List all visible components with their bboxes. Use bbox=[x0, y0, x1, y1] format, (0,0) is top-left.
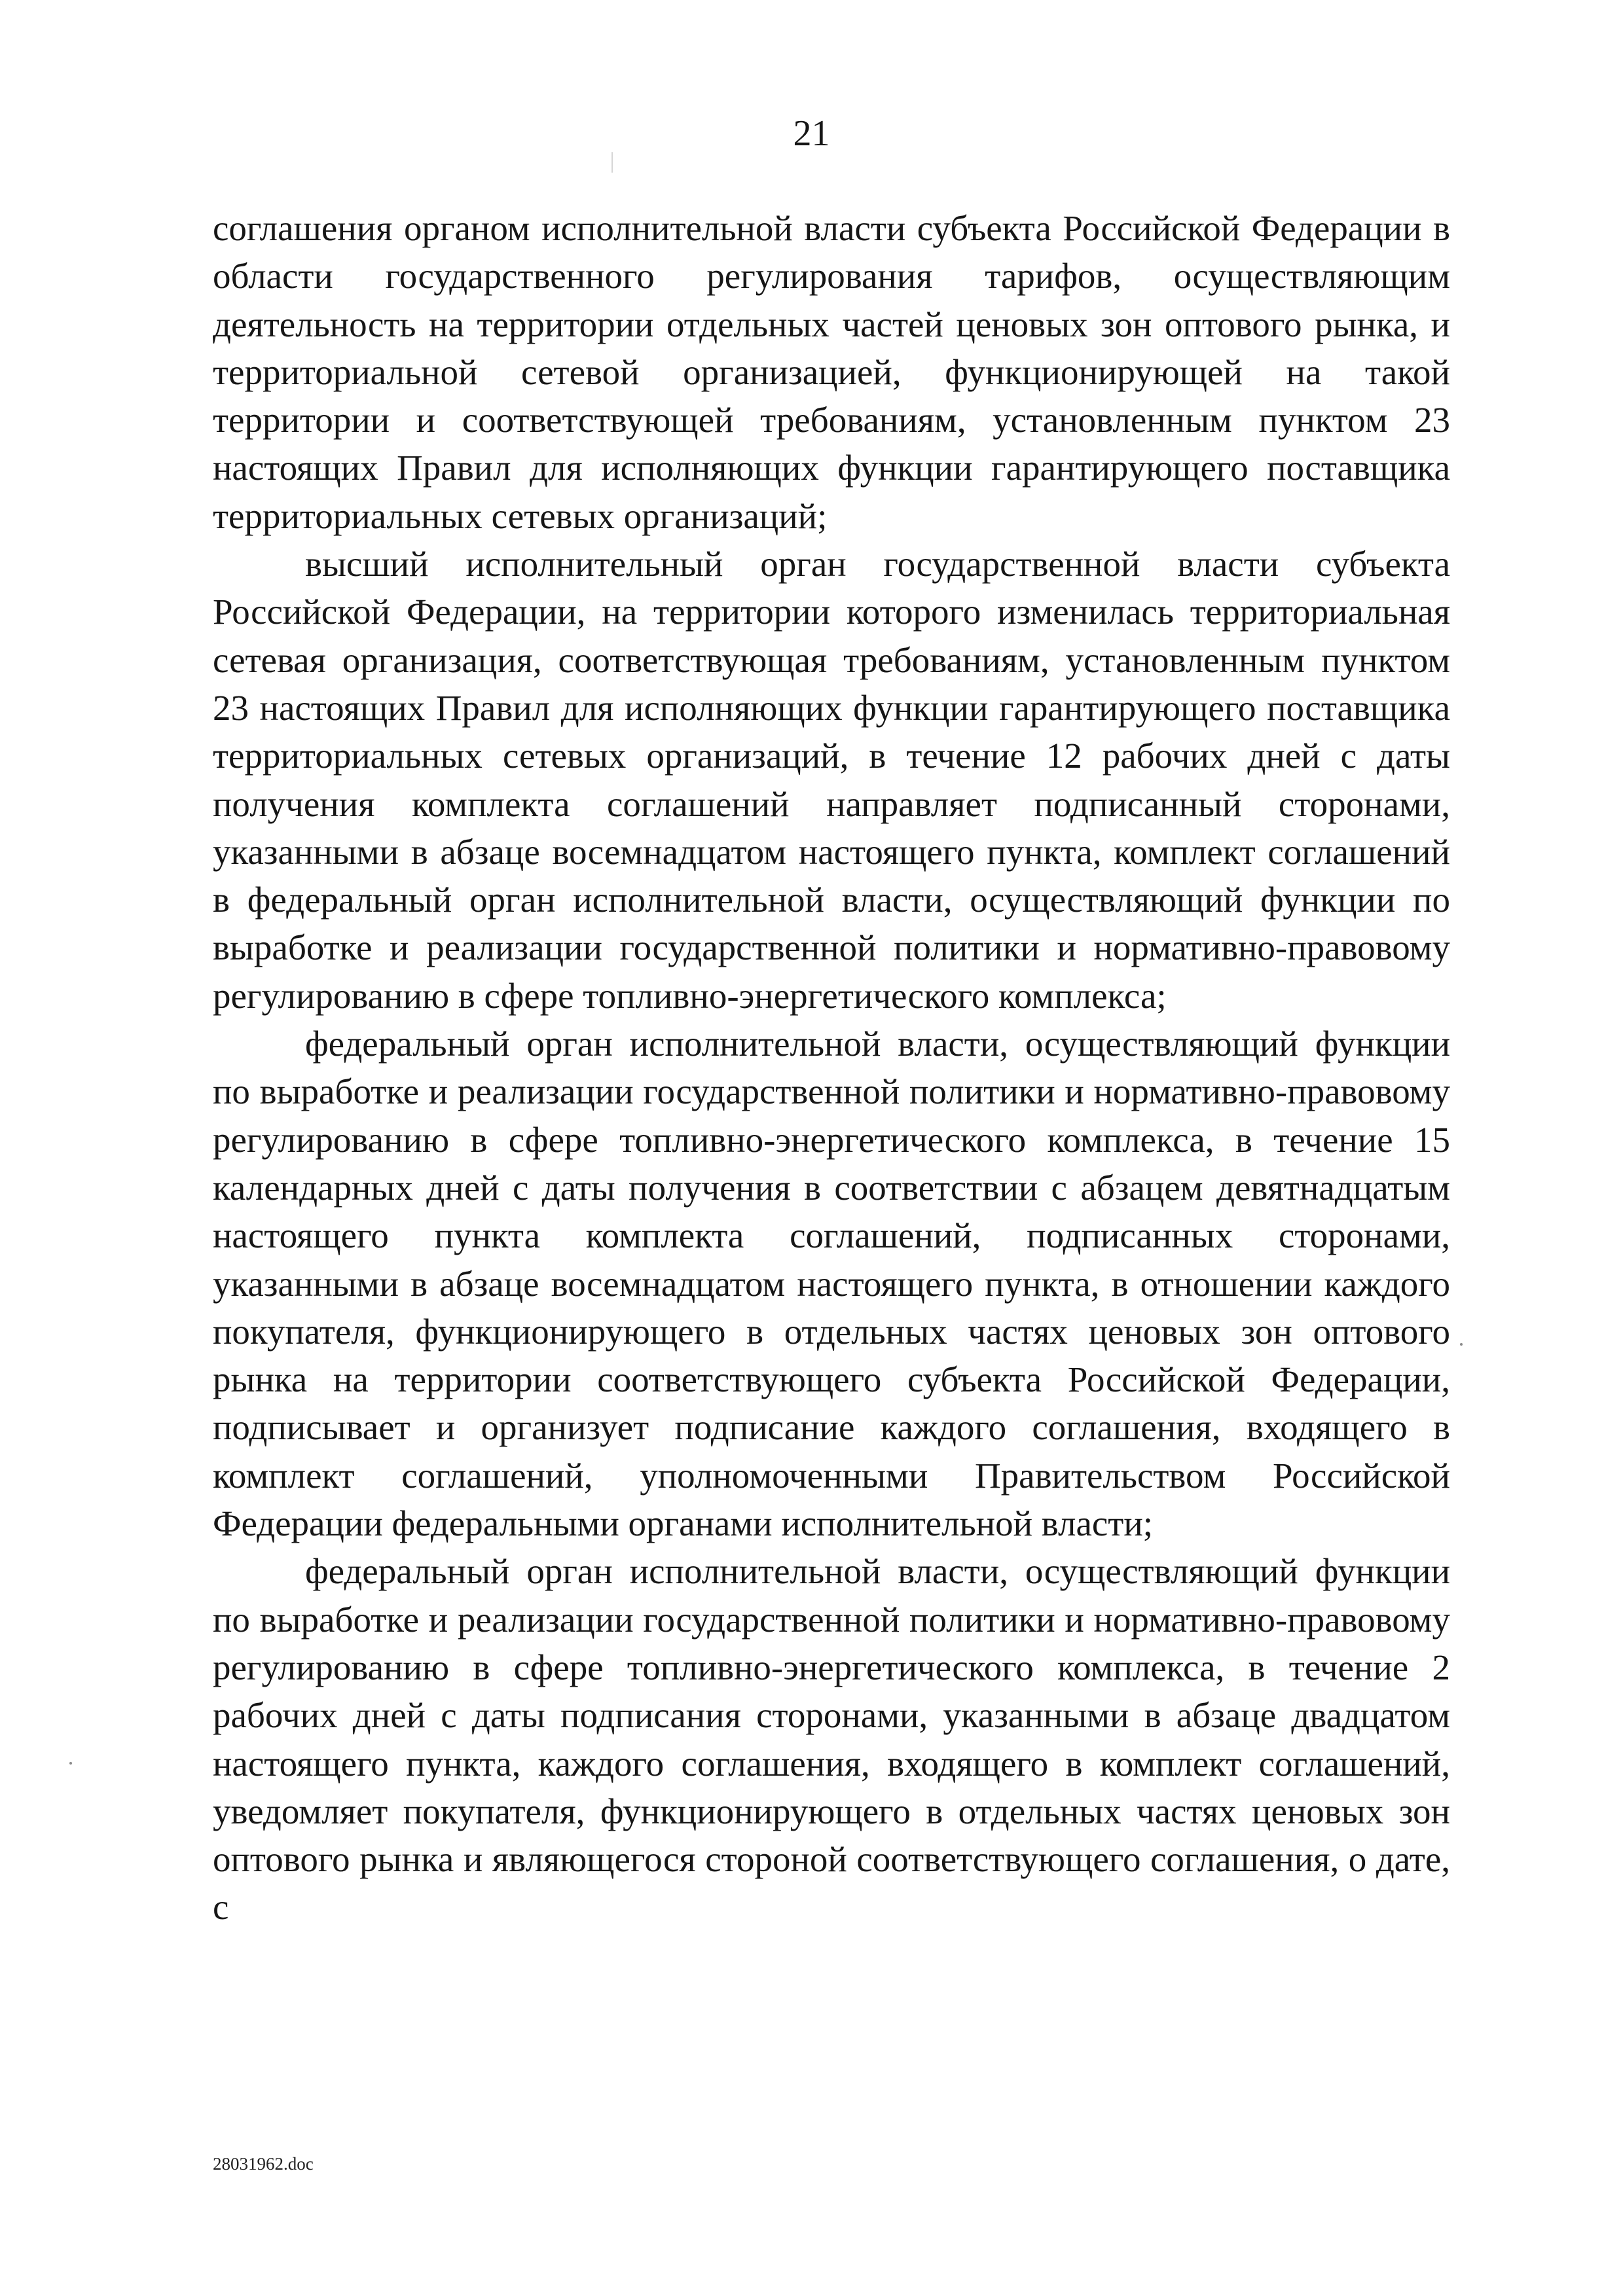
scan-speck bbox=[69, 1762, 72, 1765]
paragraph-regional-executive-body: высший исполнительный орган государственной власти субъекта Российской Федерации, на территории которого изменилась территориальная сетевая организация, соответствующая требованиям, установленным пунктом 23 настоящих Правил для исполняющих функции гарантирующего поставщика территориальных сетевых организаций, в течение 12 рабочих дней с даты получения комплекта соглашений направляет подписанный сторонами, указанными в абзаце восемнадцатом настоящего пункта, комплект соглашений в федеральный орган исполнительной власти, осуществляющий функции по выработке и реализации государственной политики и нормативно-правовому регулированию в сфере топливно-энергетического комплекса; bbox=[213, 544, 1450, 1016]
scan-speck bbox=[611, 152, 613, 173]
page-number: 21 bbox=[793, 113, 830, 154]
document-body bbox=[213, 204, 1450, 1931]
paragraph-federal-body-signing: федеральный орган исполнительной власти, осуществляющий функции по выработке и реализации государственной политики и нормативно-правовому регулированию в сфере топливно-энергетического комплекса, в течение 15 календарных дней с даты получения в соответствии с абзацем девятнадцатым настоящего пункта комплекта соглашений, подписанных сторонами, указанными в абзаце восемнадцатом настоящего пункта, в отношении каждого покупателя, функционирующего в отдельных частях ценовых зон оптового рынка на территории соответствующего субъекта Российской Федерации, подписывает и организует подписание каждого соглашения, входящего в комплект соглашений, уполномоченными Правительством Российской Федерации федеральными органами исполнительной власти; bbox=[213, 1024, 1450, 1544]
scan-speck bbox=[1460, 1343, 1463, 1346]
paragraph-federal-body-notification: федеральный орган исполнительной власти, осуществляющий функции по выработке и реализации государственной политики и нормативно-правовому регулированию в сфере топливно-энергетического комплекса, в течение 2 рабочих дней с даты подписания сторонами, указанными в абзаце двадцатом настоящего пункта, каждого соглашения, входящего в комплект соглашений, уведомляет покупателя, функционирующего в отдельных частях ценовых зон оптового рынка и являющегося стороной соответствующего соглашения, о дате, с bbox=[213, 1551, 1450, 1928]
paragraph-continuation: соглашения органом исполнительной власти субъекта Российской Федерации в области государственного регулирования тарифов, осуществляющим деятельность на территории отдельных частей ценовых зон оптового рынка, и территориальной сетевой организацией, функционирующей на такой территории и соответствующей требованиям, установленным пунктом 23 настоящих Правил для исполняющих функции гарантирующего поставщика территориальных сетевых организаций; bbox=[213, 208, 1450, 536]
footer-filename: 28031962.doc bbox=[213, 2154, 314, 2174]
